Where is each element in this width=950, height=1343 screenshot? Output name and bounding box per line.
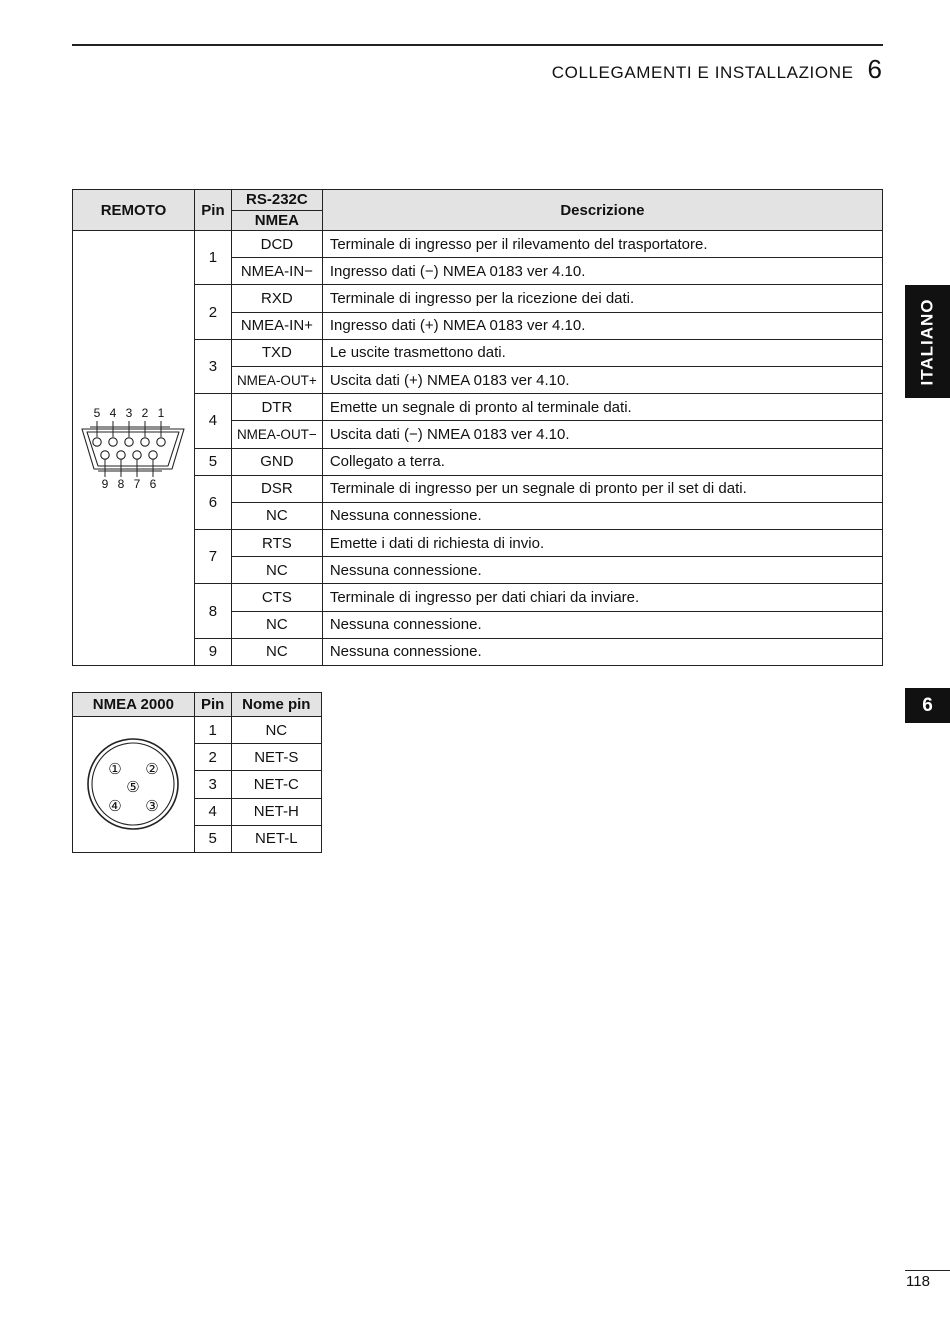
pin-name: NET-S: [231, 744, 321, 771]
pin-number: 1: [194, 231, 231, 285]
table-row: [73, 448, 883, 475]
nmea2000-pin-label: ③: [145, 797, 160, 816]
pin-name: NET-L: [231, 825, 321, 852]
pin-number: 9: [194, 638, 231, 665]
header-pin-name: Nome pin: [231, 693, 321, 717]
db9-pin: [93, 438, 101, 446]
signal-name: RXD: [231, 285, 322, 312]
signal-description: Collegato a terra.: [322, 448, 882, 475]
table-row: [73, 717, 322, 744]
signal-name: DCD: [231, 231, 322, 258]
signal-name: NC: [231, 638, 322, 665]
signal-description: Nessuna connessione.: [322, 638, 882, 665]
pin-number: 8: [194, 584, 231, 638]
signal-description: Ingresso dati (+) NMEA 0183 ver 4.10.: [322, 312, 882, 339]
table-row: [73, 638, 883, 665]
db9-pin: [141, 438, 149, 446]
header-description: Descrizione: [322, 190, 882, 231]
header-nmea2000: NMEA 2000: [73, 693, 195, 717]
nmea2000-pin-label: ②: [145, 760, 160, 779]
pin-number: 2: [194, 744, 231, 771]
db9-pin-label: 4: [110, 406, 117, 420]
signal-name: NMEA-IN+: [231, 312, 322, 339]
pin-number: 5: [194, 448, 231, 475]
db9-pin: [133, 451, 141, 459]
pin-number: 5: [194, 825, 231, 852]
table-row: [73, 584, 883, 611]
db9-pin: [149, 451, 157, 459]
signal-description: Nessuna connessione.: [322, 502, 882, 529]
db9-pin-label: 1: [158, 406, 165, 420]
pin-number: 3: [194, 771, 231, 798]
table-row: [73, 339, 883, 366]
pin-name: NET-C: [231, 771, 321, 798]
signal-name: RTS: [231, 530, 322, 557]
db9-pin-label: 8: [118, 477, 125, 491]
table-row: [73, 530, 883, 557]
signal-name: CTS: [231, 584, 322, 611]
pin-number: 4: [194, 394, 231, 448]
signal-description: Le uscite trasmettono dati.: [322, 339, 882, 366]
header-pin: Pin: [194, 693, 231, 717]
pin-number: 6: [194, 475, 231, 529]
signal-name: NMEA-IN−: [231, 258, 322, 285]
pin-number: 2: [194, 285, 231, 339]
nmea2000-pinout-table: [72, 692, 322, 853]
pin-number: 7: [194, 530, 231, 584]
table-row: [73, 394, 883, 421]
pin-number: 3: [194, 339, 231, 393]
language-tab: [905, 285, 950, 398]
signal-name: NC: [231, 611, 322, 638]
db9-pin-label: 7: [134, 477, 141, 491]
signal-description: Terminale di ingresso per un segnale di pronto per il set di dati.: [322, 475, 882, 502]
pin-number: 1: [194, 717, 231, 744]
signal-name: NMEA-OUT−: [231, 421, 322, 448]
header-nmea: NMEA: [231, 210, 322, 231]
signal-name: NC: [231, 557, 322, 584]
db9-pin: [117, 451, 125, 459]
section-title: COLLEGAMENTI E INSTALLAZIONE: [551, 63, 854, 82]
signal-name: GND: [231, 448, 322, 475]
nmea2000-pin-label: ⑤: [126, 778, 141, 797]
db9-pin: [101, 451, 109, 459]
signal-name: DSR: [231, 475, 322, 502]
signal-description: Terminale di ingresso per il rilevamento del trasportatore.: [322, 231, 882, 258]
signal-name: TXD: [231, 339, 322, 366]
page-header: [552, 54, 882, 85]
signal-description: Terminale di ingresso per dati chiari da inviare.: [322, 584, 882, 611]
header-pin: Pin: [194, 190, 231, 231]
db9-pin-label: 6: [150, 477, 157, 491]
table-row: [73, 285, 883, 312]
table-row: [73, 475, 883, 502]
signal-description: Ingresso dati (−) NMEA 0183 ver 4.10.: [322, 258, 882, 285]
signal-description: Emette i dati di richiesta di invio.: [322, 530, 882, 557]
signal-description: Uscita dati (+) NMEA 0183 ver 4.10.: [322, 366, 882, 393]
pin-name: NC: [231, 717, 321, 744]
nmea2000-connector-cell: [73, 717, 195, 853]
db9-pin: [109, 438, 117, 446]
language-tab-label: ITALIANO: [917, 297, 937, 386]
chapter-number: 6: [867, 54, 882, 84]
nmea2000-pin-label: ④: [108, 797, 123, 816]
footer-rule: [905, 1270, 950, 1271]
pin-name: NET-H: [231, 798, 321, 825]
db9-pin-label: 5: [94, 406, 101, 420]
signal-name: NMEA-OUT+: [231, 366, 322, 393]
signal-description: Uscita dati (−) NMEA 0183 ver 4.10.: [322, 421, 882, 448]
nmea2000-connector-icon: [83, 734, 183, 834]
db9-pin-label: 3: [126, 406, 133, 420]
header-rs232c: RS-232C: [231, 190, 322, 211]
signal-description: Nessuna connessione.: [322, 611, 882, 638]
rs232-pinout-table: [72, 189, 883, 666]
signal-description: Nessuna connessione.: [322, 557, 882, 584]
db9-pin-label: 2: [142, 406, 149, 420]
table-row: [73, 231, 883, 258]
signal-name: DTR: [231, 394, 322, 421]
chapter-tab: 6: [905, 688, 950, 723]
db9-connector-icon: [78, 405, 188, 491]
db9-pin: [157, 438, 165, 446]
db9-connector-cell: [73, 231, 195, 666]
nmea2000-pin-label: ①: [108, 760, 123, 779]
top-rule: [72, 44, 883, 46]
signal-name: NC: [231, 502, 322, 529]
page-number: 118: [906, 1273, 930, 1290]
header-remote: REMOTO: [73, 190, 195, 231]
db9-pin: [125, 438, 133, 446]
db9-pin-label: 9: [102, 477, 109, 491]
signal-description: Emette un segnale di pronto al terminale dati.: [322, 394, 882, 421]
pin-number: 4: [194, 798, 231, 825]
signal-description: Terminale di ingresso per la ricezione dei dati.: [322, 285, 882, 312]
